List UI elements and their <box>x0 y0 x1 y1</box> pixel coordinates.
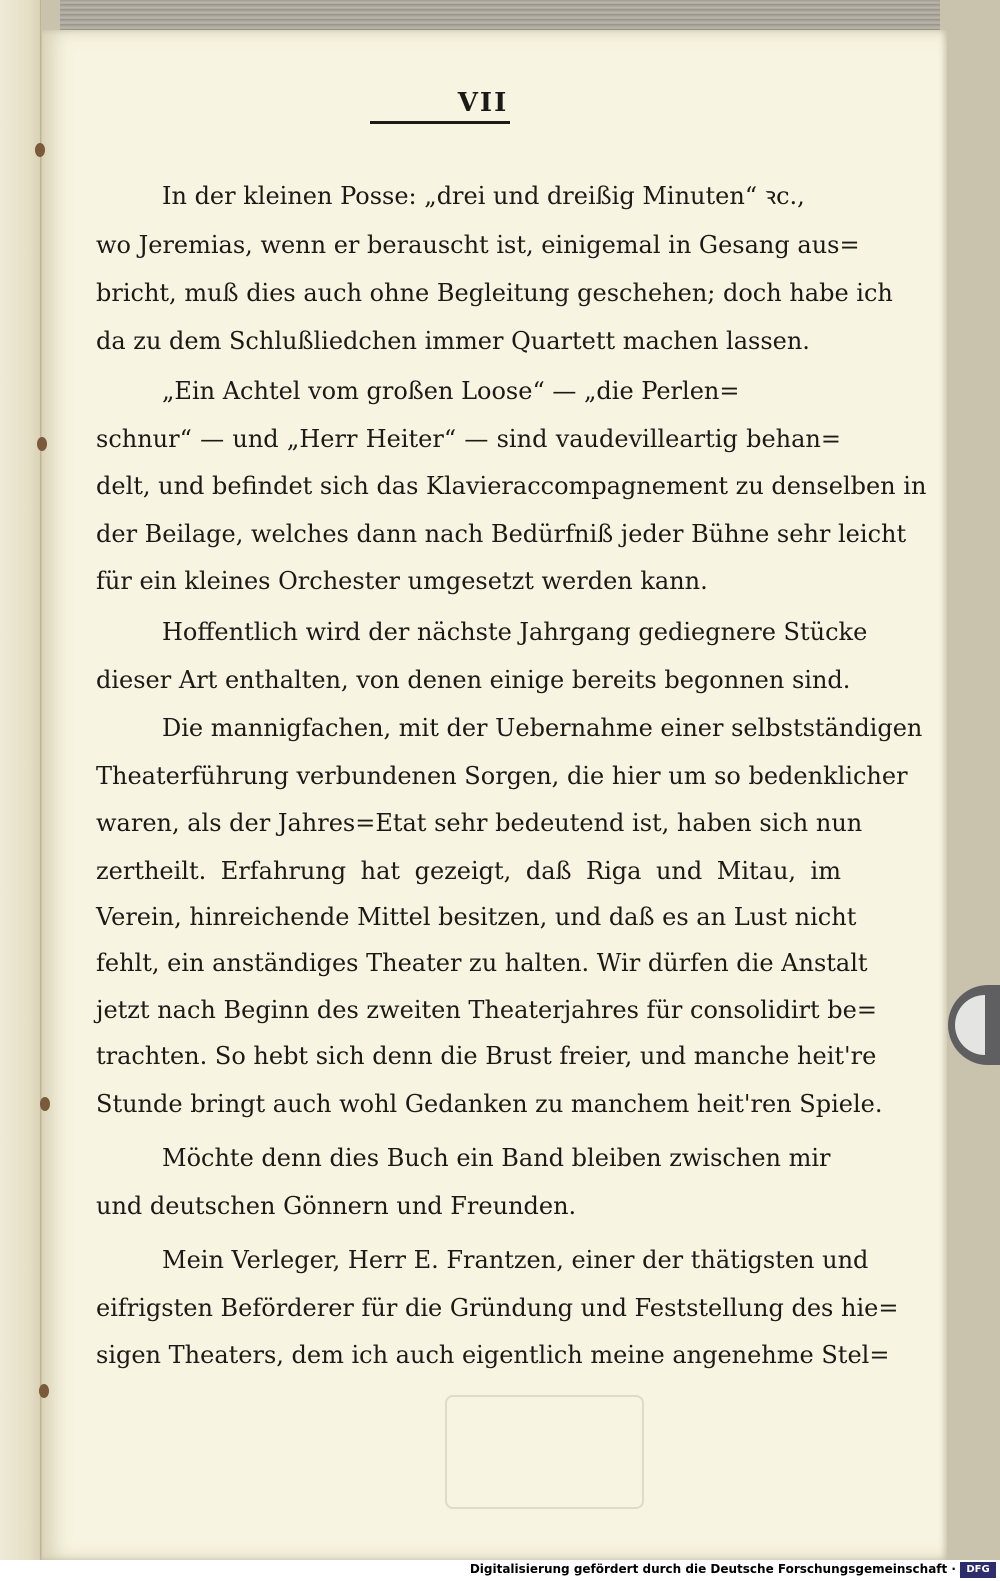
text-line: eifrigsten Beförderer für die Gründung und Feststellung des hie= <box>96 1294 899 1322</box>
book-cover-edge <box>0 0 41 1560</box>
page-edges <box>60 0 940 30</box>
text-line: sigen Theaters, dem ich auch eigentlich meine angenehme Stel= <box>96 1341 890 1369</box>
text-line: jetzt nach Beginn des zweiten Theaterjahres für consolidirt be= <box>96 996 877 1024</box>
text-line: delt, und befindet sich das Klavieraccompagnement zu denselben in <box>96 472 927 500</box>
text-line: trachten. So hebt sich denn die Brust freier, und manche heit're <box>96 1042 877 1070</box>
text-line: fehlt, ein anständiges Theater zu halten. Wir dürfen die Anstalt <box>96 949 868 977</box>
text-line: Hoffentlich wird der nächste Jahrgang gediegnere Stücke <box>162 618 868 646</box>
text-line: Mein Verleger, Herr E. Frantzen, einer der thätigsten und <box>162 1246 869 1274</box>
text-line: für ein kleines Orchester umgesetzt werden kann. <box>96 567 708 595</box>
text-line: bricht, muß dies auch ohne Begleitung geschehen; doch habe ich <box>96 279 893 307</box>
text-line: wo Jeremias, wenn er berauscht ist, einigemal in Gesang aus= <box>96 231 860 259</box>
text-line: der Beilage, welches dann nach Bedürfniß jeder Bühne sehr leicht <box>96 520 907 548</box>
text-line: zertheilt. Erfahrung hat gezeigt, daß Riga und Mitau, im <box>96 857 841 885</box>
library-stamp-show-through <box>445 1395 644 1509</box>
binding-hole <box>40 1097 50 1111</box>
header-rule <box>370 121 510 124</box>
text-line: dieser Art enthalten, von denen einige bereits begonnen sind. <box>96 666 851 694</box>
text-line: Stunde bringt auch wohl Gedanken zu manchem heit'ren Spiele. <box>96 1090 883 1118</box>
text-line: waren, als der Jahres=Etat sehr bedeutend ist, haben sich nun <box>96 809 863 837</box>
text-line: schnur“ — und „Herr Heiter“ — sind vaudevilleartig behan= <box>96 425 841 453</box>
text-line: Verein, hinreichende Mittel besitzen, und daß es an Lust nicht <box>96 903 857 931</box>
dfg-logo-icon: DFG <box>960 1562 996 1578</box>
text-line: da zu dem Schlußliedchen immer Quartett machen lassen. <box>96 327 810 355</box>
footer-bar <box>0 1560 1000 1581</box>
text-line: Möchte denn dies Buch ein Band bleiben zwischen mir <box>162 1144 831 1172</box>
text-line: Theaterführung verbundenen Sorgen, die hier um so bedenklicher <box>96 762 908 790</box>
binding-hole <box>35 143 45 157</box>
text-line: Die mannigfachen, mit der Uebernahme einer selbstständigen <box>162 714 923 742</box>
binding-hole <box>37 437 47 451</box>
binding-hole <box>39 1384 49 1398</box>
page-number: VII <box>457 88 509 118</box>
text-line: „Ein Achtel vom großen Loose“ — „die Perlen= <box>162 377 740 405</box>
text-line: In der kleinen Posse: „drei und dreißig Minuten“ ꝛc., <box>162 182 805 210</box>
footer-credit: Digitalisierung gefördert durch die Deutsche Forschungsgemeinschaft · <box>469 1562 956 1576</box>
text-line: und deutschen Gönnern und Freunden. <box>96 1192 577 1220</box>
